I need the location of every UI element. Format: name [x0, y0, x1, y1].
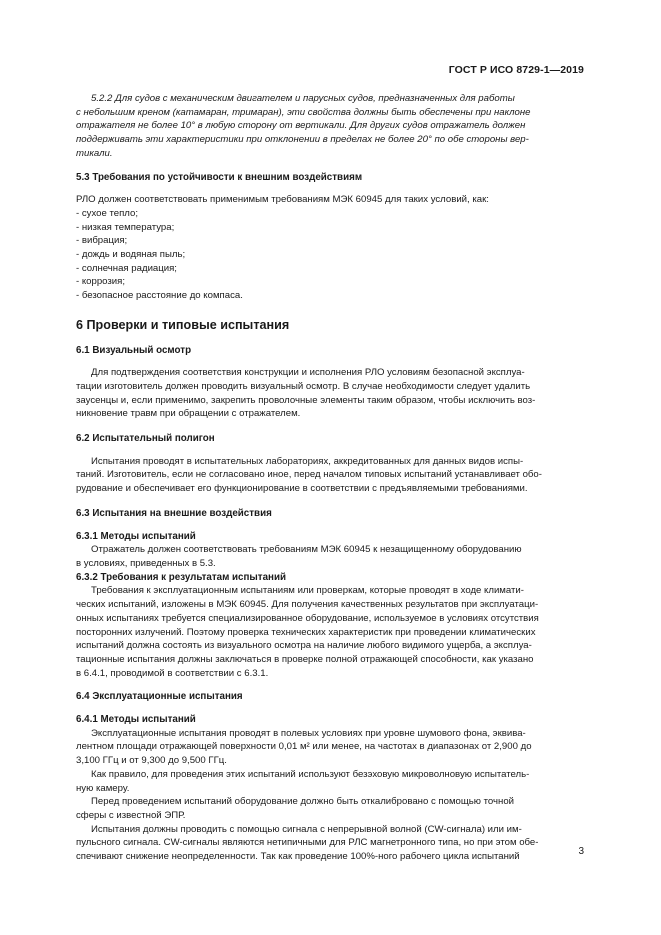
list-item: - низкая температура; [76, 221, 175, 233]
text-line: в 6.4.1, проводимой в соответствии с 6.3.1. [76, 667, 269, 679]
list-item: - сухое тепло; [76, 207, 139, 219]
text-line: поддерживать эти характеристики при отклонении в пределах не более 20° по обе стороны вер- [76, 134, 529, 146]
text-line: тации изготовитель должен проводить визуальный осмотр. В случае необходимости следует удалить [76, 380, 531, 392]
list-item: - безопасное расстояние до компаса. [76, 290, 243, 302]
text-line: Отражатель должен соответствовать требованиям МЭК 60945 к незащищенному оборудованию [91, 544, 522, 556]
section-heading: 5.3 Требования по устойчивости к внешним воздействиям [76, 171, 363, 183]
page-content [76, 92, 582, 864]
section-heading: 6.3 Испытания на внешние воздействия [76, 507, 272, 519]
text-line: посторонних излучений. Поэтому проверка технических характеристик при проведении климатических [76, 626, 536, 638]
subsection-heading: 6.3.1 Методы испытаний [76, 530, 196, 542]
text-line: лентном площади отражающей поверхности 0,01 м² или менее, на частотах в диапазонах от 2,900 до [76, 741, 532, 753]
section-heading: 6.4 Эксплуатационные испытания [76, 691, 243, 703]
text-line: 5.2.2 Для судов с механическим двигателем и парусных судов, предназначенных для работы [91, 93, 515, 104]
list-item: - солнечная радиация; [76, 262, 177, 274]
section-5-2-2 [76, 92, 582, 161]
list-item: - дождь и водяная пыль; [76, 249, 186, 261]
section-heading: 6.1 Визуальный осмотр [76, 344, 192, 356]
chapter-heading: 6 Проверки и типовые испытания [76, 317, 290, 332]
text-line: Требования к эксплуатационным испытаниям или проверкам, которые проводят в ходе климати- [91, 585, 524, 597]
subsection-heading: 6.3.2 Требования к результатам испытаний [76, 571, 286, 583]
text-line: тационные испытания должны заключаться в проверке полной отражающей способности, как указано [76, 653, 534, 665]
text-line: Эксплуатационные испытания проводят в полевых условиях при уровне шумового фона, эквива- [91, 727, 526, 739]
text-line: рудование и обеспечивает его функционирование в соответствии с предъявляемыми требованиями. [76, 483, 528, 495]
section-6-3-1 [76, 530, 582, 571]
section-6-4-1 [76, 713, 582, 864]
text-line: Для подтверждения соответствия конструкции и исполнения РЛО условиям безопасной эксплуа- [91, 367, 525, 379]
text-line: никновение травм при обращении с отражателем. [76, 408, 301, 420]
text-line: тикали. [76, 147, 113, 159]
text-line: в условиях, приведенных в 5.3. [76, 557, 216, 569]
text-line: РЛО должен соответствовать применимым требованиям МЭК 60945 для таких условий, как: [76, 194, 489, 206]
text-line: Перед проведением испытаний оборудование должно быть откалибровано с помощью точной [91, 796, 515, 808]
text-line: онных испытаниях требуется специализированное оборудование, используемое в условиях отсутствия [76, 612, 539, 624]
text-line: ческих испытаний, изложены в МЭК 60945. Для получения качественных результатов при эксплуатаци- [76, 599, 539, 611]
text-line: спечивают снижение неопределенности. Так как проведение 100%-ного рабочего цикла испытаний [76, 851, 520, 863]
text-line: 3,100 ГГц и от 9,300 до 9,500 ГГц. [76, 755, 227, 767]
page-number: 3 [578, 846, 584, 857]
subsection-heading: 6.4.1 Методы испытаний [76, 714, 196, 726]
conditions-list [76, 207, 582, 303]
section-6-1 [76, 344, 582, 422]
text-line: Как правило, для проведения этих испытаний используют безэховую микроволновую испытатель- [91, 768, 530, 780]
text-line: заусенцы и, если применимо, закрепить проволочные элементы таким образом, чтобы исключить воз- [76, 394, 536, 406]
text-line: Испытания должны проводить с помощью сигнала с непрерывной волной (CW-сигнала) или им- [91, 823, 522, 835]
text-line: испытаний должна состоять из визуального осмотра на наличие любого видимого ущерба, а эксплуа- [76, 640, 532, 652]
list-item: - коррозия; [76, 276, 126, 288]
text-line: Испытания проводят в испытательных лабораториях, аккредитованных для данных видов испы- [91, 455, 524, 467]
section-5-3 [76, 171, 582, 303]
text-line: с небольшим креном (катамаран, тримаран), эти свойства должны быть обеспечены при наклоне [76, 106, 531, 118]
list-item: - вибрация; [76, 235, 128, 247]
text-line: пульсного сигнала. CW-сигналы являются нетипичными для РЛС магнетронного типа, но при этом обе- [76, 837, 539, 849]
text-line: сферы с известной ЭПР. [76, 809, 186, 821]
section-6-2 [76, 432, 582, 496]
section-6-3-2 [76, 571, 582, 681]
document-code: ГОСТ Р ИСО 8729-1—2019 [448, 64, 584, 76]
text-line: отражателя не более 10° в любую сторону от вертикали. Для других судов отражатель должен [76, 120, 526, 132]
text-line: ную камеру. [76, 782, 130, 794]
section-heading: 6.2 Испытательный полигон [76, 433, 215, 445]
text-line: таний. Изготовитель, если не согласовано иное, перед началом типовых испытаний устанавливает обо- [76, 469, 542, 481]
